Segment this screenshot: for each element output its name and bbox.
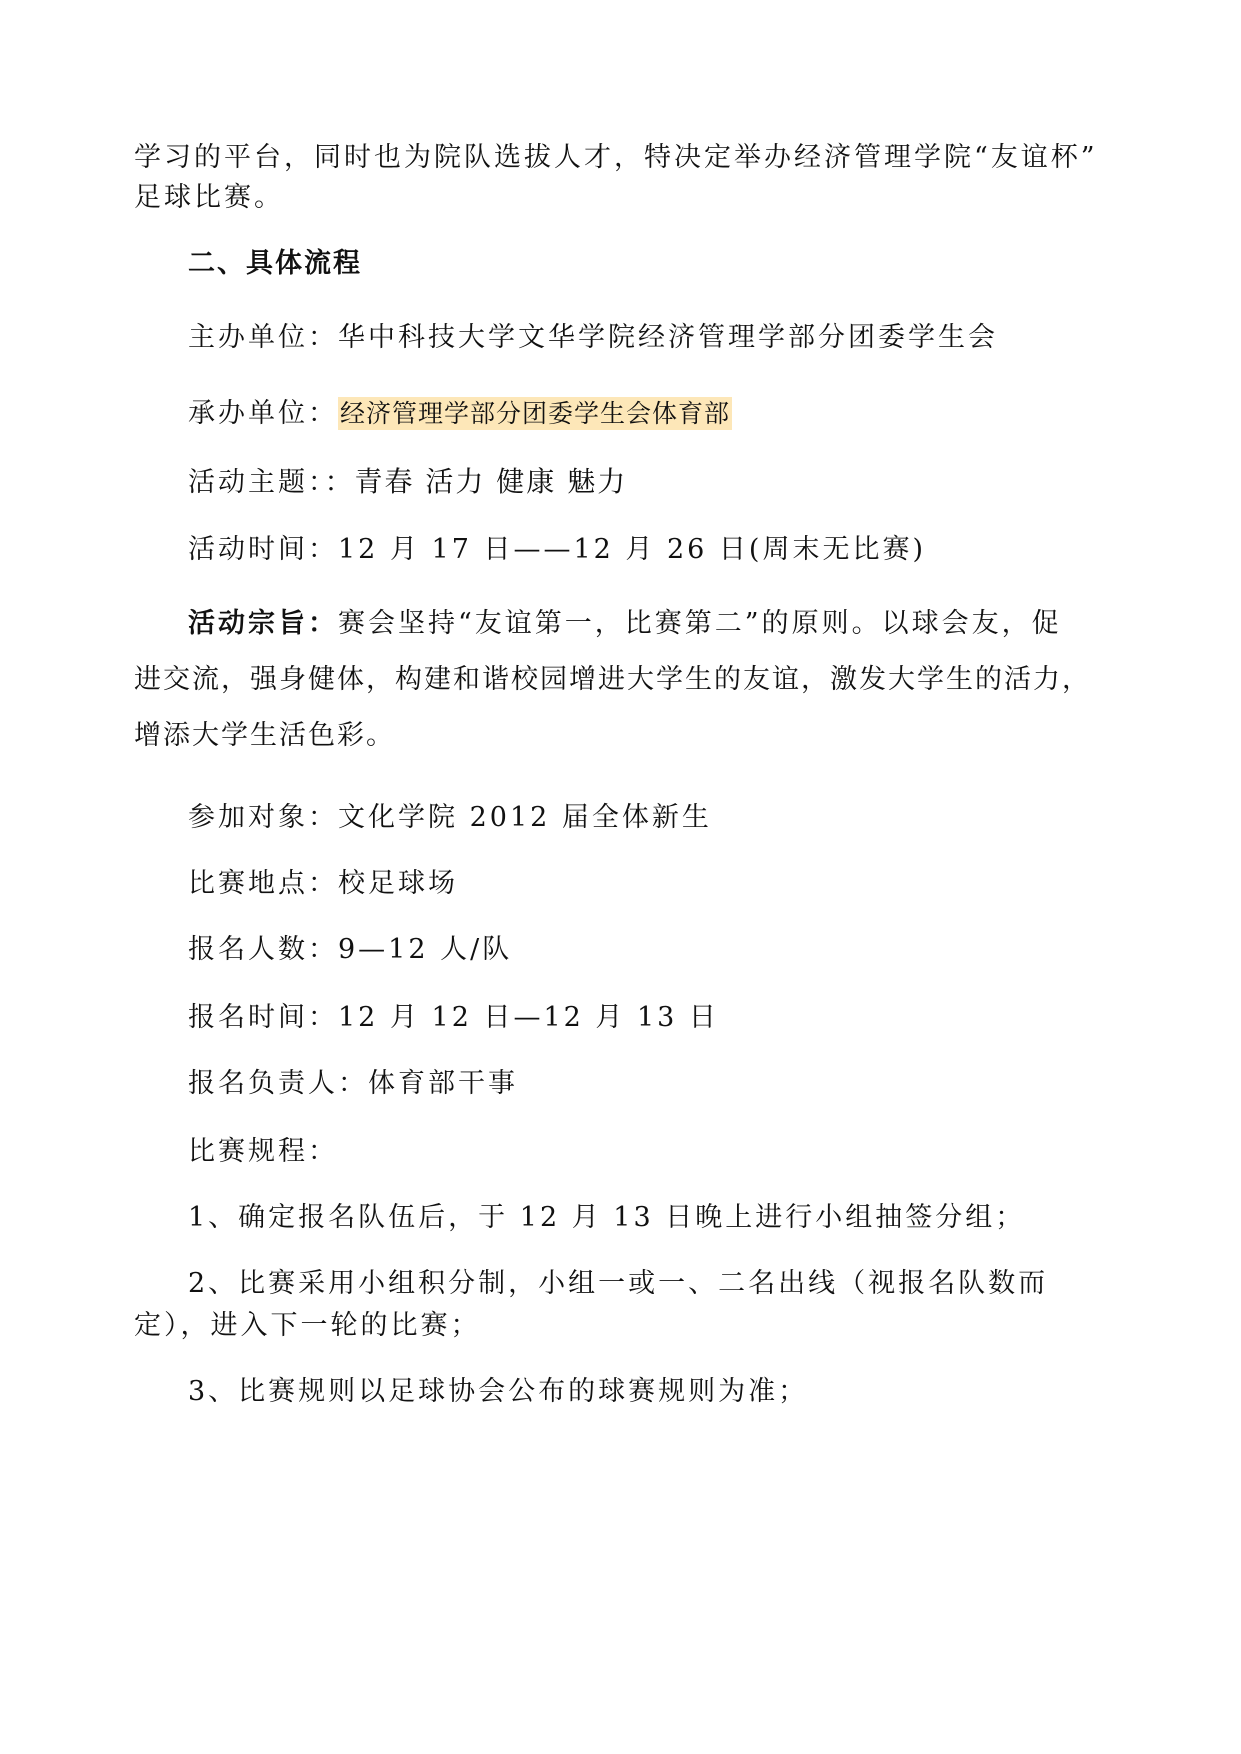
intro-line-1: 学习的平台，同时也为院队选拔人才，特决定举办经济管理学院“友谊杯” [134,142,1098,173]
purpose-line-1: 赛会坚持“友谊第一，比赛第二”的原则。以球会友，促 [338,608,1062,639]
organizer-value: 华中科技大学文华学院经济管理学部分团委学生会 [338,322,998,353]
rules-title: 比赛规程： [188,1136,338,1167]
venue-row: 比赛地点：校足球场 [188,868,458,899]
organizer-row [188,318,998,358]
theme-value: ：青春 活力 健康 魅力 [324,465,628,498]
rule-1: 1、确定报名队伍后，于 12 月 13 日晚上进行小组抽签分组； [188,1202,1026,1233]
purpose-row [188,604,1062,644]
theme-label: 活动主题： [188,467,325,498]
purpose-label: 活动宗旨： [188,608,338,639]
purpose-line-2: 进交流，强身健体，构建和谐校园增进大学生的友谊，激发大学生的活力， [134,664,1091,695]
theme-row [188,462,627,503]
participants-row: 参加对象：文化学院 2012 届全体新生 [188,802,712,833]
contractor-value-highlighted: 经济管理学部分团委学生会体育部 [340,399,731,428]
signup-time-row: 报名时间：12 月 12 日—12 月 13 日 [188,1002,719,1033]
contractor-row [188,394,732,434]
time-label: 活动时间： [188,534,338,565]
rule-2-line-1: 2、比赛采用小组积分制，小组一或一、二名出线（视报名队数而 [188,1268,1049,1299]
rule-2-line-2: 定），进入下一轮的比赛； [134,1310,481,1341]
rule-3: 3、比赛规则以足球协会公布的球赛规则为准； [188,1376,809,1407]
organizer-label: 主办单位： [188,322,338,353]
time-value: 12 月 17 日——12 月 26 日(周末无比赛) [338,534,926,565]
purpose-line-3: 增添大学生活色彩。 [134,720,395,751]
team-size-row: 报名人数：9—12 人/队 [188,934,513,965]
signup-contact-row: 报名负责人：体育部干事 [188,1068,518,1099]
contractor-label: 承办单位： [188,398,338,429]
intro-line-2: 足球比赛。 [134,182,284,213]
time-row [188,530,926,570]
section-heading: 二、具体流程 [188,248,362,279]
